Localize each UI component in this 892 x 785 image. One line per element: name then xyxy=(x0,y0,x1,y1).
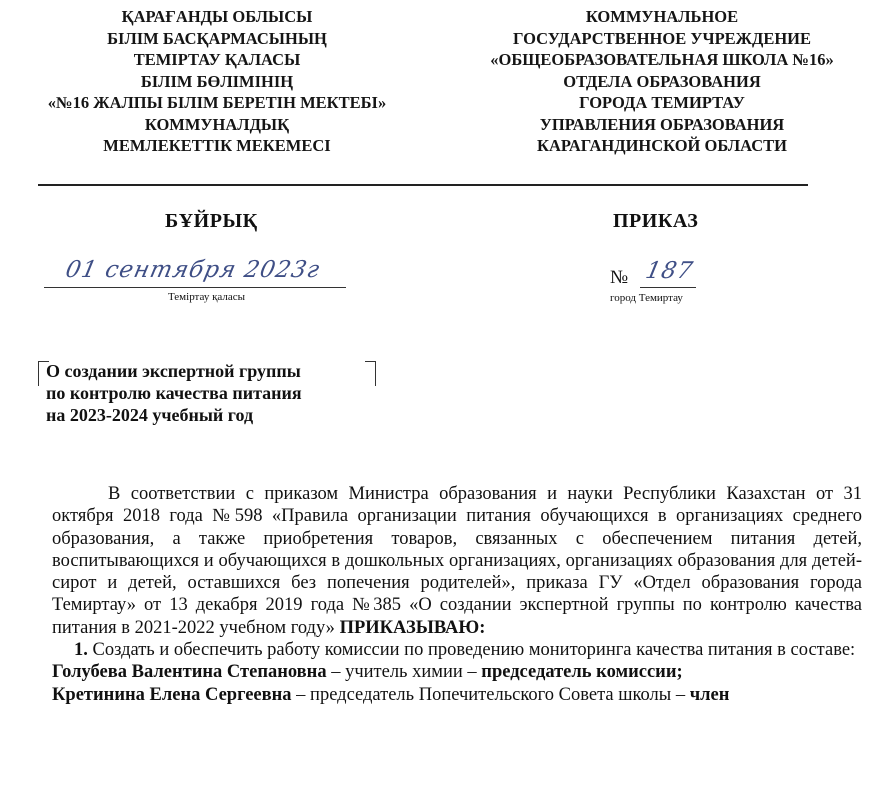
header-kz-line: ТЕМІРТАУ ҚАЛАСЫ xyxy=(133,50,301,69)
subject-line: О создании экспертной группы xyxy=(46,361,301,381)
header-ru-line: ОТДЕЛА ОБРАЗОВАНИЯ xyxy=(563,71,761,91)
order-body xyxy=(52,483,862,706)
header-kz-line: БІЛІМ БАСҚАРМАСЫНЫҢ xyxy=(107,28,327,48)
member-2-role: – председатель Попечительского Совета школы – xyxy=(291,684,690,705)
member-1 xyxy=(52,661,862,683)
city-kazakh: Теміртау қаласы xyxy=(168,291,246,303)
member-1-role: – учитель химии – xyxy=(326,662,482,683)
order-subject xyxy=(46,360,376,426)
header-ru-line: ГОСУДАРСТВЕННОЕ УЧРЕЖДЕНИЕ xyxy=(512,28,812,48)
city-russian: город Темиртау xyxy=(610,292,683,304)
header-kz-line: «№16 ЖАЛПЫ БІЛІМ БЕРЕТІН МЕКТЕБІ» xyxy=(47,93,387,112)
header-ru-line: КОММУНАЛЬНОЕ xyxy=(585,7,739,26)
doc-type-kazakh: БҰЙРЫҚ xyxy=(165,210,258,232)
header-russian xyxy=(452,6,872,157)
member-2-name: Кретинина Елена Сергеевна xyxy=(52,684,292,705)
preamble-text: В соответствии с приказом Министра образования и науки Республики Казахстан от 31 октября 2018 года №598 «Правила организации питания обучающихся в организациях среднего образования, а также приобретения товаров, связанных с обеспечением питания детей, воспитывающихся и обучающихся в дошкольных организациях, организациях образования для детей-сирот и детей, оставшихся без попечения родителей», приказа ГУ «Отдел образования города Темиртау» от 13 декабря 2019 года №385 «О создании экспертной группы по контролю качества питания в 2021-2022 учебном году» xyxy=(52,484,862,638)
member-2 xyxy=(52,684,862,706)
date-field xyxy=(44,255,346,288)
header-kz-line: ҚАРАҒАНДЫ ОБЛЫСЫ xyxy=(121,7,313,26)
header-kz-line: МЕМЛЕКЕТТІК МЕКЕМЕСІ xyxy=(103,136,331,155)
member-1-name: Голубева Валентина Степановна xyxy=(52,662,327,683)
number-field xyxy=(610,258,696,288)
header-kz-line: БІЛІМ БӨЛІМІНІҢ xyxy=(140,71,294,91)
member-1-title: председатель комиссии; xyxy=(481,662,683,683)
item-1-number: 1. xyxy=(74,640,88,661)
header-kazakh xyxy=(22,6,412,157)
member-2-title: член xyxy=(689,684,730,705)
order-word: ПРИКАЗЫВАЮ: xyxy=(339,617,486,638)
header-ru-line: «ОБЩЕОБРАЗОВАТЕЛЬНАЯ ШКОЛА №16» xyxy=(490,50,834,69)
number-sign: № xyxy=(610,267,629,288)
header-kz-line: КОММУНАЛДЫҚ xyxy=(144,114,290,134)
header-ru-line: ГОРОДА ТЕМИРТАУ xyxy=(579,93,745,112)
item-1-text: Создать и обеспечить работу комиссии по проведению мониторинга качества питания в составе: xyxy=(92,640,856,661)
item-1 xyxy=(52,639,862,661)
subject-line: по контролю качества питания xyxy=(46,383,302,403)
subject-line: на 2023-2024 учебный год xyxy=(46,405,254,425)
header-ru-line: КАРАГАНДИНСКОЙ ОБЛАСТИ xyxy=(537,136,787,155)
handwritten-date: 01 сентября 2023г xyxy=(63,257,323,283)
number-underline xyxy=(640,287,696,288)
handwritten-number: 187 xyxy=(643,258,696,284)
doc-type-russian: ПРИКАЗ xyxy=(613,210,699,232)
preamble-paragraph xyxy=(52,483,862,639)
header-divider xyxy=(38,184,808,186)
header-ru-line: УПРАВЛЕНИЯ ОБРАЗОВАНИЯ xyxy=(539,114,785,134)
